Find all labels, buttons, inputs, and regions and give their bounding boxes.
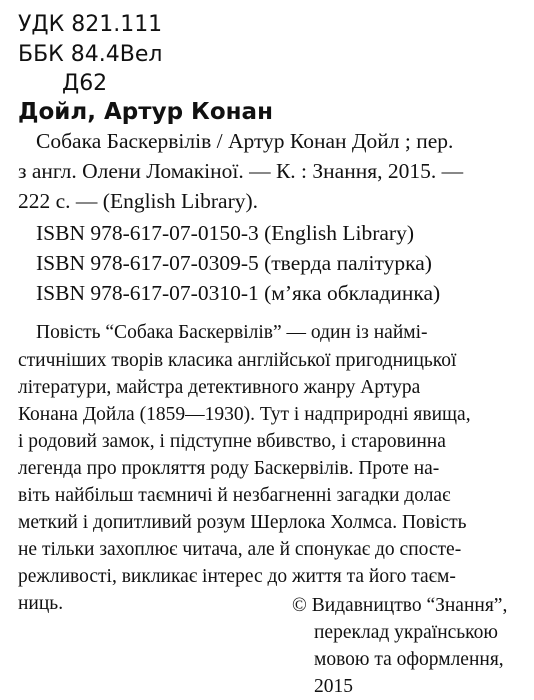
- isbn-line: ISBN 978-617-07-0310-1 (м’яка обкладинка): [36, 281, 441, 305]
- annotation-line: стичніших творів класика англійської пригодницької: [18, 350, 457, 371]
- copyright-line: 2015: [314, 676, 353, 697]
- copyright-line: мовою та оформлення,: [314, 649, 504, 670]
- annotation-line: віть найбільш таємничі й незбагненні загадки долає: [18, 485, 451, 506]
- annotation-line: і родовий замок, і підступне вбивство, і старовинна: [18, 431, 446, 452]
- author-heading: Дойл, Артур Конан: [18, 99, 273, 125]
- annotation-line: легенда про прокляття роду Баскервілів. Проте на-: [18, 458, 440, 479]
- copyright-line: © Видавництво “Знання”,: [292, 595, 508, 616]
- isbn-line: ISBN 978-617-07-0309-5 (тверда палітурка): [36, 251, 432, 275]
- isbn-line: ISBN 978-617-07-0150-3 (English Library): [36, 221, 414, 245]
- author-code: Д62: [62, 71, 108, 96]
- annotation-line: літератури, майстра детективного жанру Артура: [18, 377, 421, 398]
- annotation-line: режливості, викликає інтерес до життя та його таєм-: [18, 566, 456, 587]
- annotation-line: ниць.: [18, 593, 64, 614]
- udk-index: УДК 821.111: [18, 12, 163, 37]
- annotation-line: меткий і допитливий розум Шерлока Холмса. Повість: [18, 512, 467, 533]
- bbk-index: ББК 84.4Вел: [18, 42, 163, 67]
- copyright-line: переклад українською: [314, 622, 498, 643]
- bibliographic-description-line: з англ. Олени Ломакіної. — К. : Знання, 2015. —: [18, 159, 464, 183]
- bibliographic-description-line: Собака Баскервілів / Артур Конан Дойл ; пер.: [36, 129, 454, 153]
- bibliographic-description-line: 222 с. — (English Library).: [18, 189, 259, 213]
- annotation-line: Повість “Собака Баскервілів” — один із наймі-: [36, 322, 428, 343]
- annotation-line: не тільки захоплює читача, але й спонукає до спосте-: [18, 539, 462, 560]
- annotation-line: Конана Дойла (1859—1930). Тут і надприродні явища,: [18, 404, 471, 425]
